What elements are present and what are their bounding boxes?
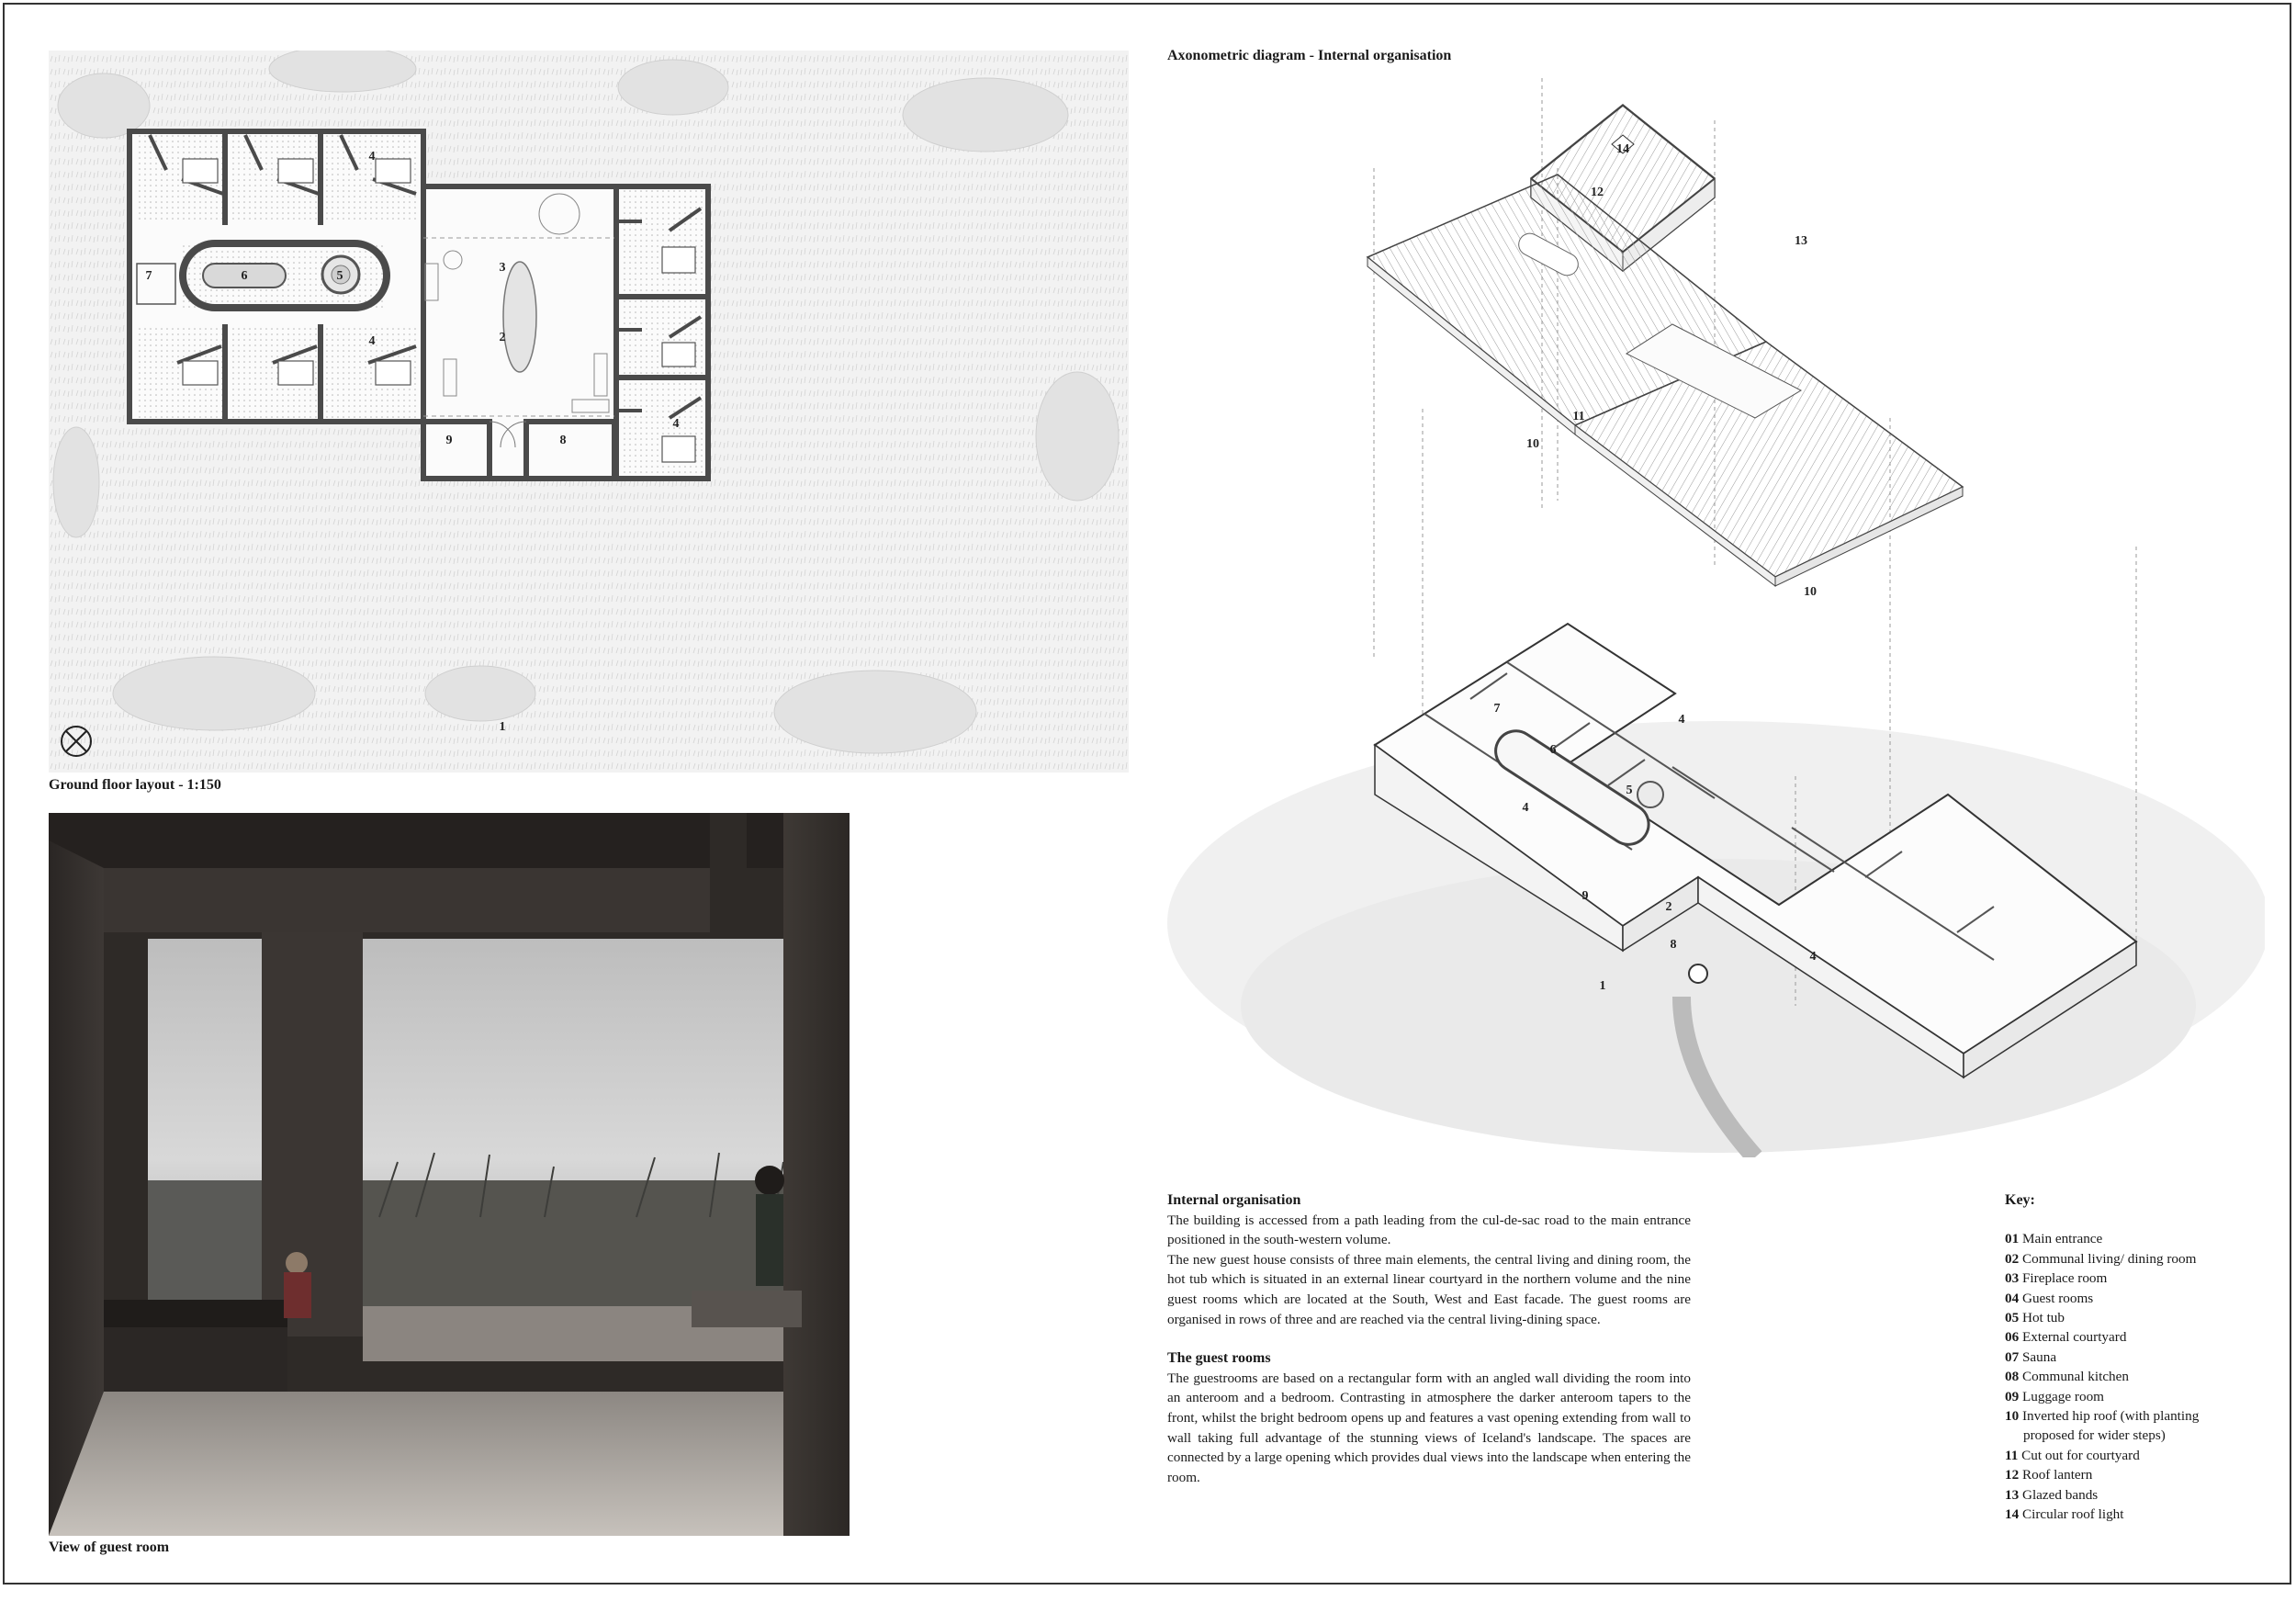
key-legend: [2005, 1190, 2271, 1525]
plan-label-2: 2: [499, 331, 506, 344]
axo-label-6: 6: [1549, 743, 1557, 757]
guest-room-render: [49, 813, 850, 1536]
axonometric-diagram: [1167, 69, 2265, 1157]
key-item: 11 Cut out for courtyard: [2005, 1447, 2140, 1463]
axo-label-9: 9: [1581, 889, 1589, 903]
axo-label-14: 14: [1616, 142, 1629, 156]
axo-label-8: 8: [1670, 938, 1677, 952]
key-item: 01 Main entrance: [2005, 1231, 2103, 1247]
key-item: 05 Hot tub: [2005, 1310, 2065, 1326]
plan-label-4a: 4: [368, 150, 376, 164]
plan-label-6: 6: [241, 269, 248, 283]
axo-label-5: 5: [1626, 784, 1633, 797]
render-caption: View of guest room: [49, 1539, 170, 1555]
axo-label-4b: 4: [1522, 801, 1529, 815]
key-item: 08 Communal kitchen: [2005, 1369, 2129, 1385]
key-title: Key:: [2005, 1192, 2035, 1208]
key-item: 04 Guest rooms: [2005, 1290, 2094, 1306]
axo-label-4c: 4: [1809, 950, 1817, 964]
paragraph-elements: The new guest house consists of three main elements, the central living and dining room, the hot tub which is situated in an external linear courtyard in the northern volume and the nine guest rooms which are located at the South, West and East facade. The guest rooms are organised in rows of three and are reached via the central living-dining space.: [1167, 1251, 1691, 1327]
paragraph-guest-rooms: The guestrooms are based on a rectangular form with an angled wall dividing the room into an anteroom and a bedroom. Contrasting in atmosphere the darker anteroom tapers to the front, whilst the bright bedroom opens up and features a vast opening extending from wall to wall taking full advantage of the stunning views of Iceland's landscape. The spaces are connected by a large opening which provides dual views into the landscape when entering the room.: [1167, 1370, 1691, 1485]
plan-label-8: 8: [559, 434, 567, 447]
axo-label-7: 7: [1493, 702, 1501, 716]
key-item: 12 Roof lantern: [2005, 1467, 2093, 1483]
heading-guest-rooms: The guest rooms: [1167, 1350, 1271, 1367]
key-item: 10 Inverted hip roof (with planting proposed for wider steps): [2005, 1408, 2200, 1444]
plan-label-5: 5: [336, 269, 343, 283]
key-item: 13 Glazed bands: [2005, 1486, 2099, 1503]
key-item: 14 Circular roof light: [2005, 1506, 2124, 1523]
key-item: 09 Luggage room: [2005, 1388, 2104, 1404]
plan-label-4b: 4: [368, 334, 376, 348]
axo-label-13: 13: [1795, 234, 1807, 248]
plan-label-7: 7: [145, 269, 152, 283]
plan-label-3: 3: [499, 261, 506, 275]
plan-caption: Ground floor layout - 1:150: [49, 777, 221, 793]
axo-label-10b: 10: [1804, 585, 1817, 599]
key-item: 02 Communal living/ dining room: [2005, 1250, 2197, 1267]
ground-floor-plan: [49, 51, 1129, 773]
axo-label-10a: 10: [1526, 437, 1539, 451]
description-text: [1167, 1190, 1691, 1487]
plan-label-1: 1: [499, 720, 506, 734]
heading-internal-organisation: Internal organisation: [1167, 1192, 1301, 1208]
plan-label-9: 9: [445, 434, 453, 447]
plan-label-4c: 4: [672, 417, 680, 431]
key-item: 07 Sauna: [2005, 1348, 2057, 1365]
axo-label-4a: 4: [1678, 713, 1685, 727]
key-item: 06 External courtyard: [2005, 1329, 2127, 1346]
axo-label-1: 1: [1599, 979, 1606, 993]
key-item: 03 Fireplace room: [2005, 1270, 2108, 1287]
axo-label-2: 2: [1665, 900, 1672, 914]
axo-caption: Axonometric diagram - Internal organisation: [1167, 48, 1452, 63]
paragraph-access: The building is accessed from a path leading from the cul-de-sac road to the main entrance positioned in the south-western volume.: [1167, 1212, 1691, 1248]
axo-label-12: 12: [1591, 186, 1604, 199]
axo-label-11: 11: [1572, 410, 1585, 423]
